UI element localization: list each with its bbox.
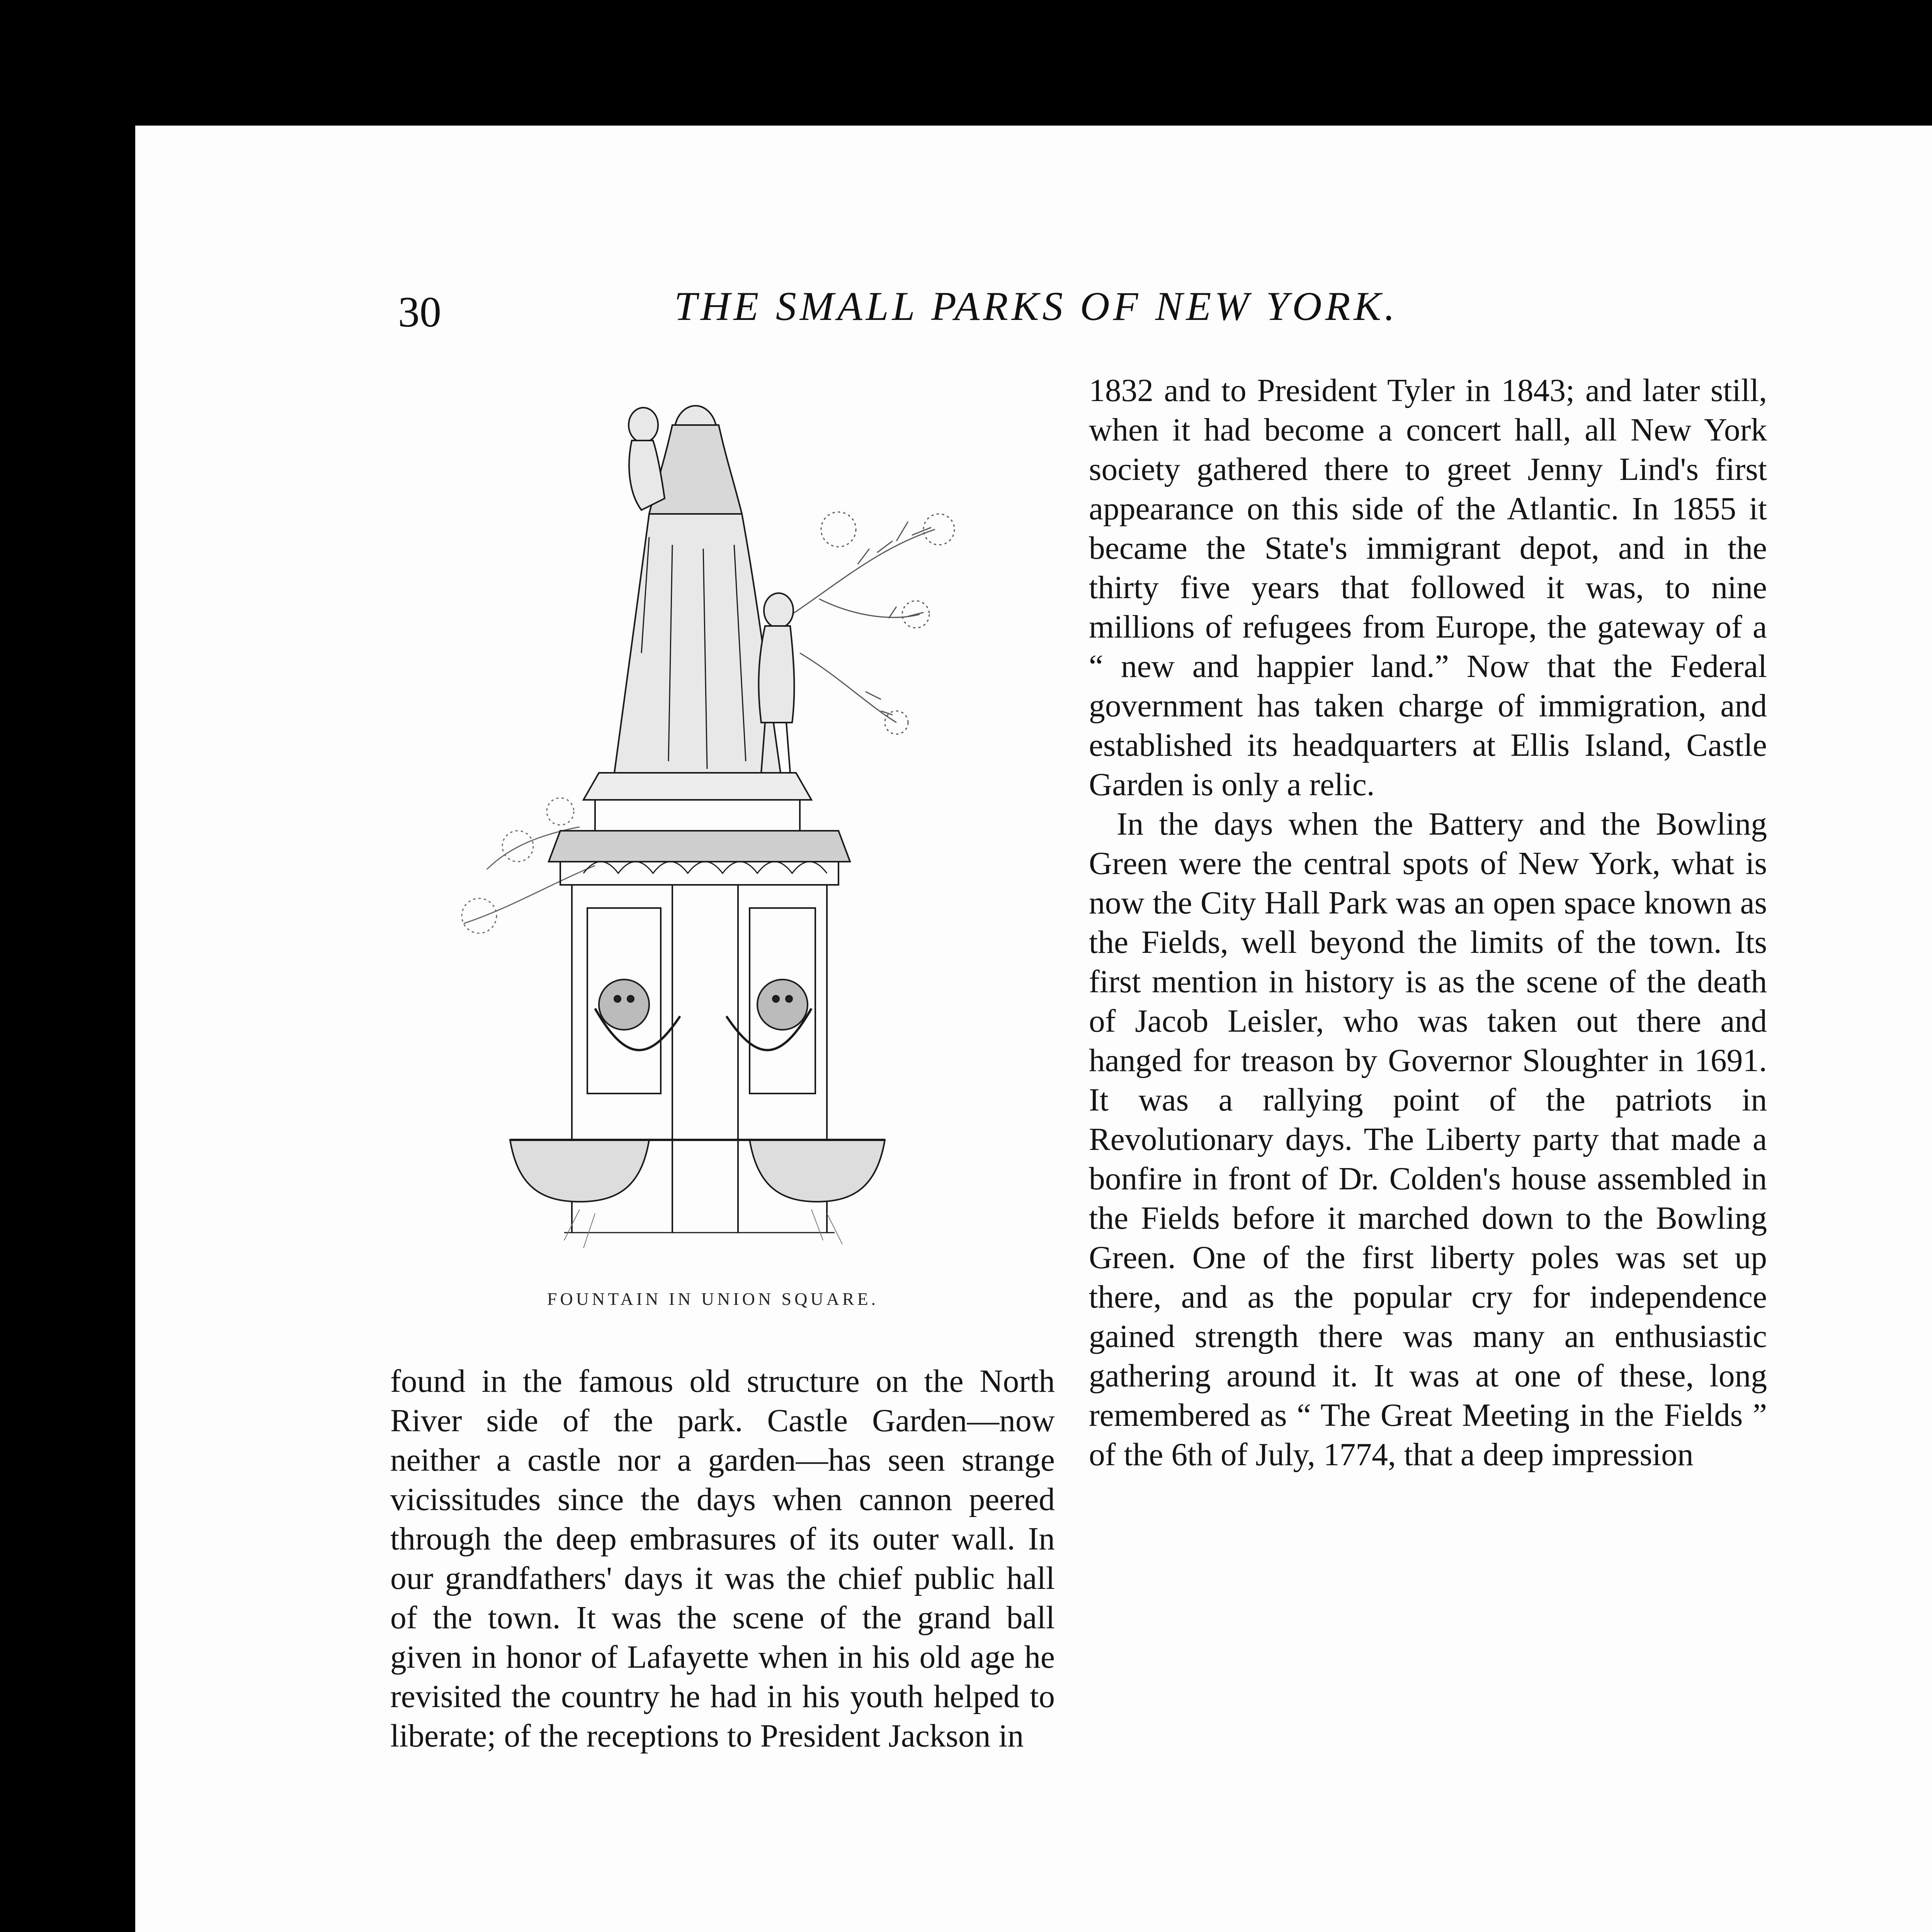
fountain-illustration [433,383,1039,1267]
fountain-caption: FOUNTAIN IN UNION SQUARE. [547,1289,879,1309]
right-paragraph-2: In the days when the Battery and the Bowling Green were the central spots of New York, what is now the City Hall Park was an open space known as the Fields, well beyond the limits of the town. Its first mention in history is as the scene of the death of Jacob Leisler, who was taken out there and hanged for treason by Governor Sloughter in 1691. It was a rallying point of the patriots in Revolutionary days. The Liberty party that made a bonfire in front of Dr. Colden's house assembled in the Fields before it marched down to the Bowling Green. One of the first liberty poles was set up there, and as the popular cry for independence gained strength there was many an enthusiastic gathering around it. It was at one of these, long remembered as “ The Great Meeting in the Fields ” of the 6th of July, 1774, that a deep impression [1089,806,1767,1473]
statue [614,406,794,773]
foliage-left [462,798,595,933]
right-paragraph-1: 1832 and to President Tyler in 1843; and later still, when it had become a concert hall, all New York society gathered there to greet Jenny Lind's first appearance on this side of the Atlantic. In 1855 it became the State's immigrant depot, and in the thirty five years that followed it was, to nine millions of refugees from Europe, the gateway of a “ new and happier land.” Now that the Federal government has taken charge of immigration, and established its headquarters at Ellis Island, Castle Garden is only a relic. [1089,373,1767,803]
running-head: THE SMALL PARKS OF NEW YORK. [674,284,1398,329]
pedestal [510,773,885,1248]
left-paragraph: found in the famous old structure on the North River side of the park. Castle Garden—now neither a castle nor a garden—has seen strange vicissitudes since the days when cannon peered through the deep embrasures of its outer wall. In our grandfathers' days it was the chief public hall of the town. It was the scene of the grand ball given in honor of Lafayette when in his old age he revisited the country he had in his youth helped to liberate; of the receptions to President Jackson in [390,1364,1055,1754]
right-text-column [1089,371,1767,1475]
page-number: 30 [398,288,441,336]
foliage-right [781,512,954,734]
left-text-column [390,1362,1055,1756]
